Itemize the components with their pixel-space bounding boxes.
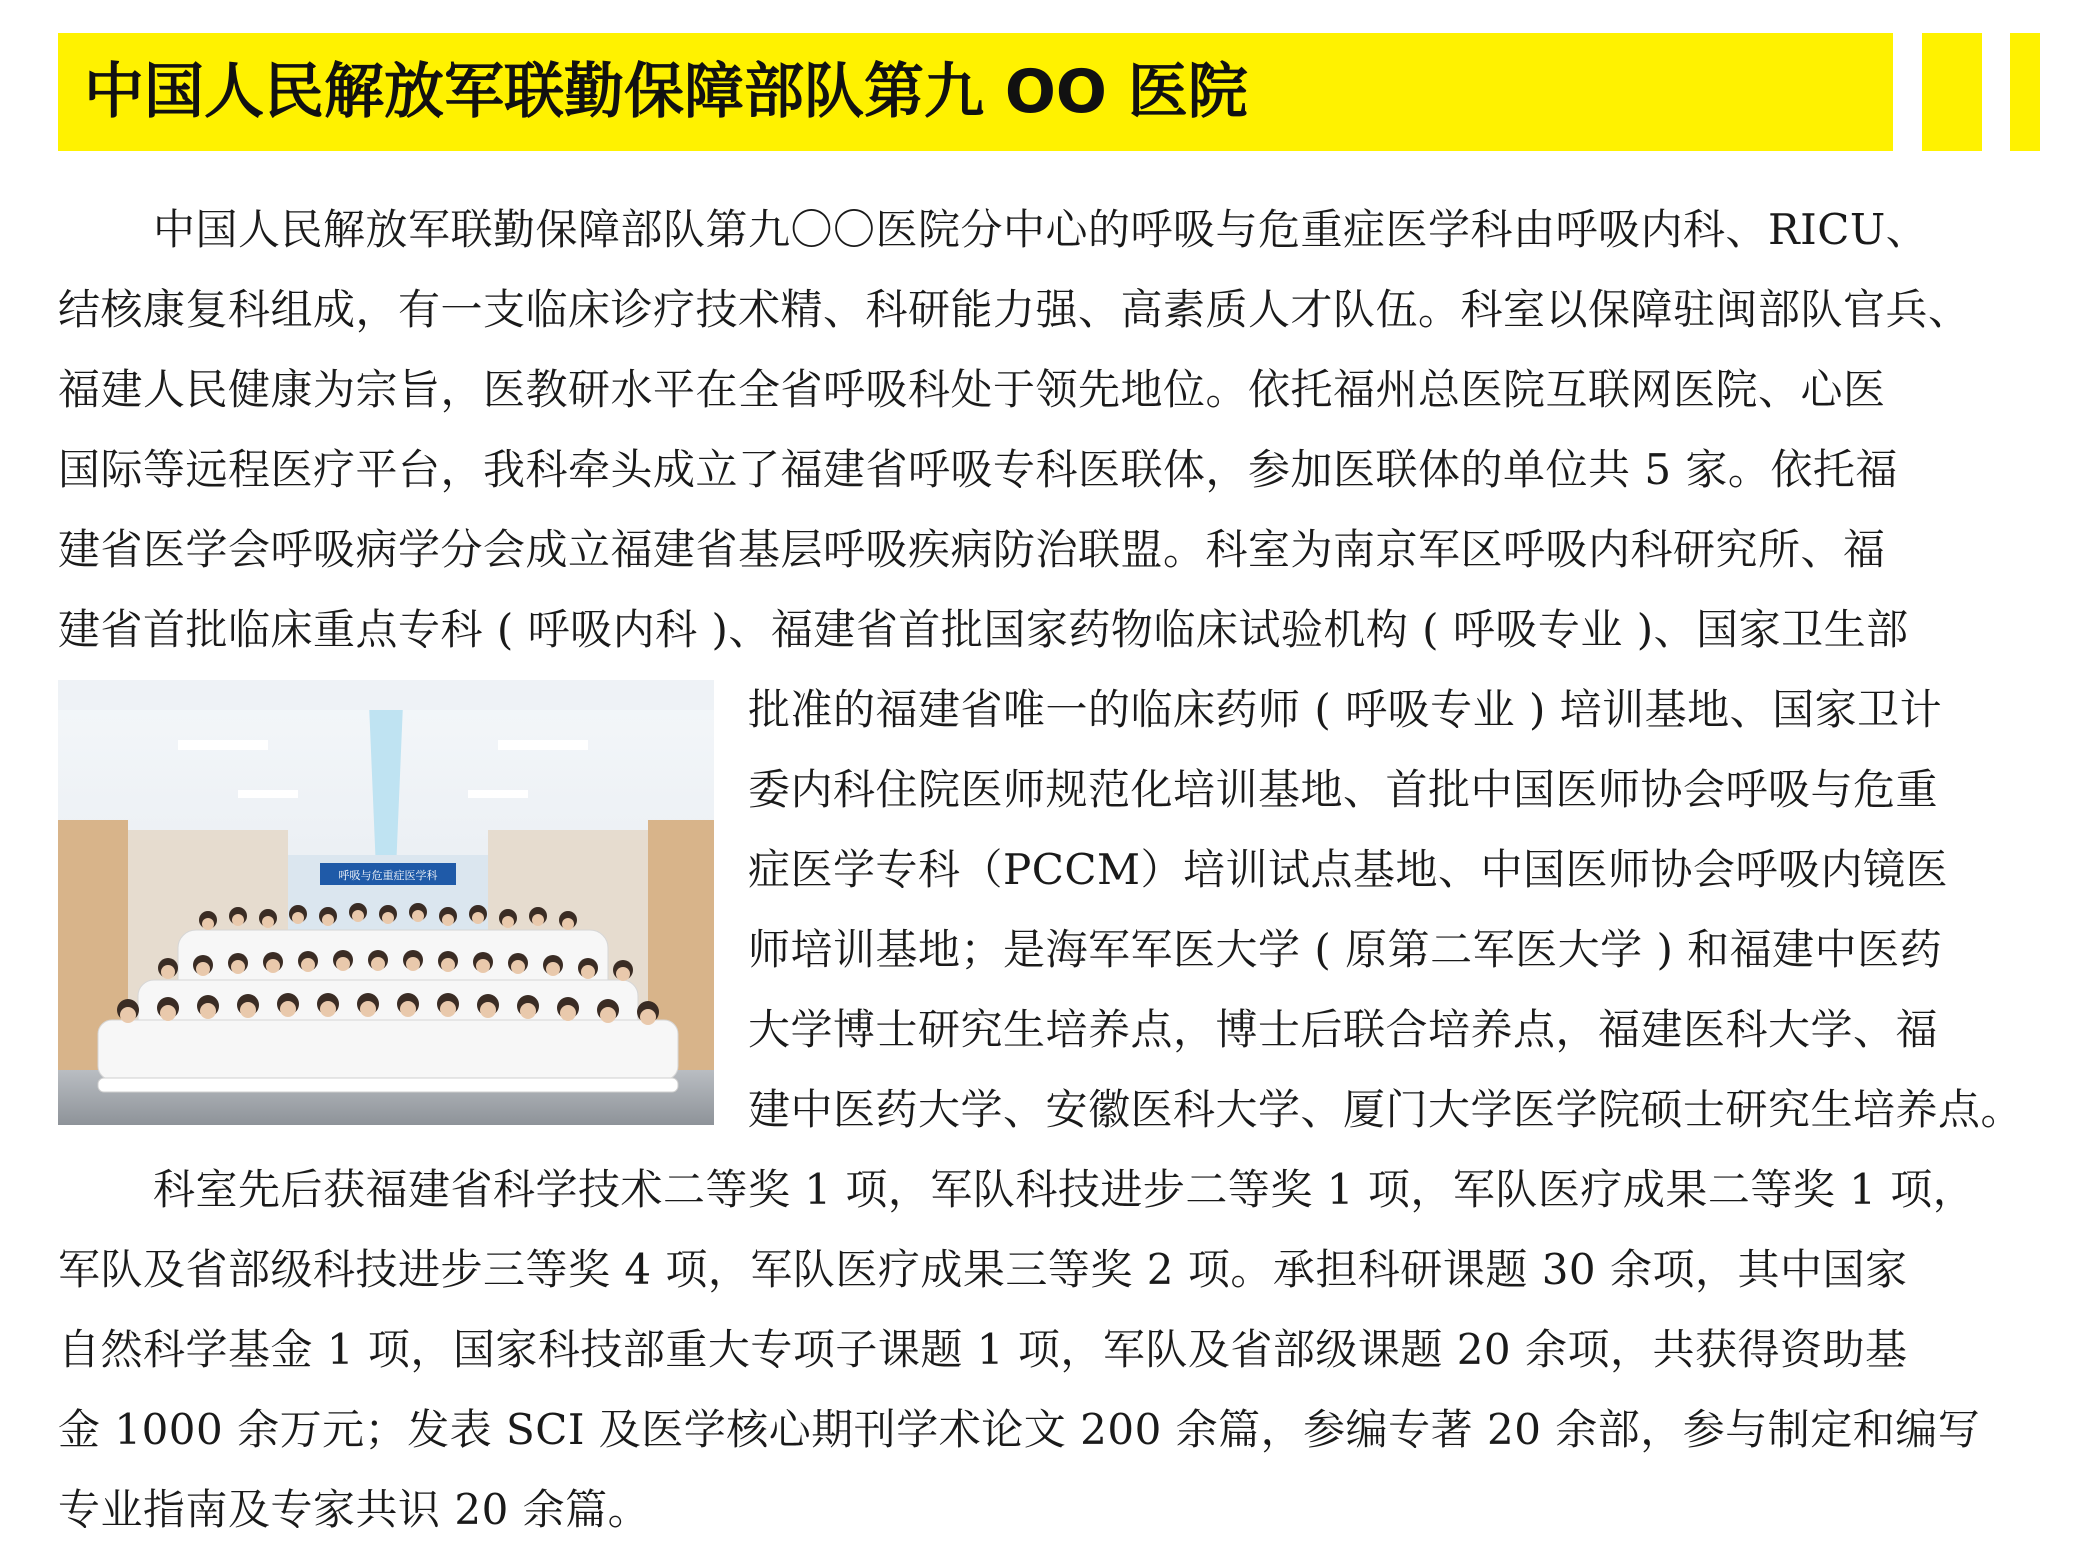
paragraph-line: 专业指南及专家共识 20 余篇。 <box>58 1485 651 1534</box>
paragraph-line: 福建人民健康为宗旨，医教研水平在全省呼吸科处于领先地位。依托福州总医院互联网医院、心医 <box>58 365 1886 414</box>
page-title: 中国人民解放军联勤保障部队第九 OO 医院 <box>84 57 1248 127</box>
paragraph-line: 金 1000 余万元；发表 SCI 及医学核心期刊学术论文 200 余篇，参编专著 20 余部，参与制定和编写 <box>58 1405 1981 1454</box>
paragraph-line: 军队及省部级科技进步三等奖 4 项，军队医疗成果三等奖 2 项。承担科研课题 30 余项，其中国家 <box>58 1245 1908 1294</box>
department-sign: 呼吸与危重症医学科 <box>338 869 438 882</box>
paragraph-line: 科室先后获福建省科学技术二等奖 1 项，军队科技进步二等奖 1 项，军队医疗成果二等奖 1 项， <box>153 1165 1976 1214</box>
paragraph-line: 批准的福建省唯一的临床药师 ( 呼吸专业 ) 培训基地、国家卫计 <box>748 685 1943 734</box>
paragraph-line: 委内科住院医师规范化培训基地、首批中国医师协会呼吸与危重 <box>748 765 1939 814</box>
paragraph-line: 师培训基地；是海军军医大学 ( 原第二军医大学 ) 和福建中医药 <box>748 925 1943 974</box>
paragraph-line: 建中医药大学、安徽医科大学、厦门大学医学院硕士研究生培养点。 <box>748 1085 2024 1134</box>
paragraph-line: 建省首批临床重点专科 ( 呼吸内科 )、福建省首批国家药物临床试验机构 ( 呼吸专业 )、国家卫生部 <box>58 605 1909 654</box>
decorative-bar-narrow <box>2010 33 2040 151</box>
paragraph-line: 大学博士研究生培养点，博士后联合培养点，福建医科大学、福 <box>748 1005 1939 1054</box>
paragraph-line: 结核康复科组成，有一支临床诊疗技术精、科研能力强、高素质人才队伍。科室以保障驻闽部队官兵、 <box>58 285 1971 334</box>
paragraph-line: 自然科学基金 1 项，国家科技部重大专项子课题 1 项，军队及省部级课题 20 余项，共获得资助基 <box>58 1325 1908 1374</box>
paragraph-line: 症医学专科（PCCM）培训试点基地、中国医师协会呼吸内镜医 <box>748 845 1949 894</box>
staff-group-photo <box>58 680 714 1125</box>
group-photo-illustration <box>58 680 714 1125</box>
decorative-bar-wide <box>1922 33 1982 151</box>
paragraph-line: 中国人民解放军联勤保障部队第九〇〇医院分中心的呼吸与危重症医学科由呼吸内科、RICU、 <box>153 205 1929 254</box>
paragraph-line: 国际等远程医疗平台，我科牵头成立了福建省呼吸专科医联体，参加医联体的单位共 5 家。依托福 <box>58 445 1898 494</box>
paragraph-line: 建省医学会呼吸病学分会成立福建省基层呼吸疾病防治联盟。科室为南京军区呼吸内科研究所、福 <box>58 525 1886 574</box>
